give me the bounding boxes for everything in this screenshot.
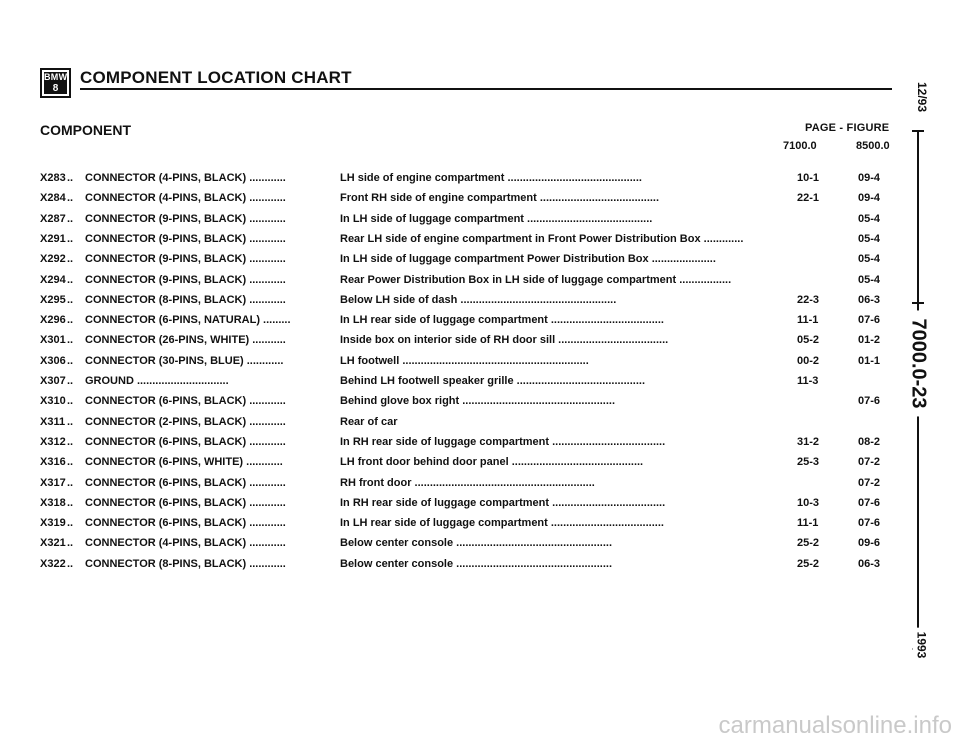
watermark: carmanualsonline.info bbox=[718, 712, 952, 739]
side-date: 12/93 bbox=[913, 78, 931, 116]
row-separator: .. bbox=[67, 192, 74, 205]
page-ref: 11-1 bbox=[797, 517, 819, 530]
figure-ref: 06-3 bbox=[858, 557, 881, 570]
component-code: X287 bbox=[40, 212, 66, 225]
figure-ref: 07-2 bbox=[858, 456, 881, 469]
component-name: CONNECTOR (8-PINS, BLACK) ............ bbox=[85, 557, 286, 570]
table-row bbox=[0, 414, 900, 431]
row-separator: .. bbox=[67, 557, 74, 570]
component-location: In LH rear side of luggage compartment ..................................... bbox=[340, 314, 664, 327]
table-row bbox=[0, 373, 900, 390]
component-code: X291 bbox=[40, 232, 66, 245]
figure-ref: 05-4 bbox=[858, 212, 881, 225]
row-separator: .. bbox=[67, 476, 74, 489]
row-separator: .. bbox=[67, 537, 74, 550]
component-name: CONNECTOR (30-PINS, BLUE) ............ bbox=[85, 354, 284, 367]
row-separator: .. bbox=[67, 354, 74, 367]
table-row bbox=[0, 272, 900, 289]
component-location: In RH rear side of luggage compartment ..................................... bbox=[340, 435, 666, 448]
table-row bbox=[0, 495, 900, 512]
page-title: COMPONENT LOCATION CHART bbox=[80, 68, 352, 87]
page-ref: 11-1 bbox=[797, 314, 819, 327]
page-ref: 31-2 bbox=[797, 435, 820, 448]
bmw-logo bbox=[40, 68, 71, 98]
row-separator: .. bbox=[67, 212, 74, 225]
component-code: X319 bbox=[40, 517, 66, 530]
component-code: X317 bbox=[40, 476, 66, 489]
page-ref: 10-3 bbox=[797, 496, 820, 509]
page-ref: 22-3 bbox=[797, 293, 820, 306]
component-name: CONNECTOR (8-PINS, BLACK) ............ bbox=[85, 293, 286, 306]
figure-ref: 05-4 bbox=[858, 273, 881, 286]
figure-ref: 09-6 bbox=[858, 537, 881, 550]
component-location: Rear Power Distribution Box in LH side of luggage compartment ................. bbox=[340, 273, 732, 286]
component-location: Inside box on interior side of RH door sill .................................... bbox=[340, 334, 669, 347]
component-code: X301 bbox=[40, 334, 66, 347]
component-code: X311 bbox=[40, 415, 66, 428]
component-name: CONNECTOR (6-PINS, WHITE) ............ bbox=[85, 456, 283, 469]
component-code: X284 bbox=[40, 192, 66, 205]
row-separator: .. bbox=[67, 496, 74, 509]
component-location: Below center console ................................................... bbox=[340, 537, 613, 550]
side-rule-tick bbox=[912, 302, 924, 304]
component-location: In LH side of luggage compartment Power Distribution Box ..................... bbox=[340, 253, 716, 266]
figure-ref: 09-4 bbox=[858, 172, 881, 184]
table-row bbox=[0, 393, 900, 410]
table-row bbox=[0, 211, 900, 228]
component-name: CONNECTOR (2-PINS, BLACK) ............ bbox=[85, 415, 286, 428]
page-ref: 25-2 bbox=[797, 557, 820, 570]
figure-ref: 05-4 bbox=[858, 232, 881, 245]
row-separator: .. bbox=[67, 456, 74, 469]
component-name: CONNECTOR (4-PINS, BLACK) ............ bbox=[85, 537, 286, 550]
row-separator: .. bbox=[67, 395, 74, 408]
component-location: Below center console ................................................... bbox=[340, 557, 613, 570]
component-code: X322 bbox=[40, 557, 66, 570]
figure-ref: 07-6 bbox=[858, 314, 881, 327]
figure-ref: 07-2 bbox=[858, 476, 881, 489]
component-location: Below LH side of dash ................................................... bbox=[340, 293, 617, 306]
figure-ref: 09-4 bbox=[858, 192, 881, 205]
component-code: X312 bbox=[40, 435, 66, 448]
component-location: LH front door behind door panel ........................................... bbox=[340, 456, 644, 469]
component-name: CONNECTOR (6-PINS, BLACK) ............ bbox=[85, 496, 286, 509]
table-row bbox=[0, 454, 900, 471]
table-row bbox=[0, 170, 900, 187]
row-separator: .. bbox=[67, 293, 74, 306]
page-ref: 05-2 bbox=[797, 334, 820, 347]
component-code: X310 bbox=[40, 395, 66, 408]
component-code: X283 bbox=[40, 172, 66, 184]
component-location: Front RH side of engine compartment ....................................... bbox=[340, 192, 660, 205]
row-separator: .. bbox=[67, 314, 74, 327]
component-name: CONNECTOR (6-PINS, BLACK) ............ bbox=[85, 395, 286, 408]
page-ref: 22-1 bbox=[797, 192, 820, 205]
component-name: CONNECTOR (6-PINS, NATURAL) ......... bbox=[85, 314, 291, 327]
row-separator: .. bbox=[67, 273, 74, 286]
component-code: X318 bbox=[40, 496, 66, 509]
side-page-id: 7000.0-23 bbox=[905, 310, 932, 416]
table-row bbox=[0, 231, 900, 248]
figure-ref: 07-6 bbox=[858, 517, 881, 530]
table-row bbox=[0, 312, 900, 329]
page-ref: 10-1 bbox=[797, 172, 820, 184]
component-code: X292 bbox=[40, 253, 66, 266]
table-row bbox=[0, 434, 900, 451]
row-separator: .. bbox=[67, 435, 74, 448]
row-separator: .. bbox=[67, 253, 74, 266]
page-ref: 25-2 bbox=[797, 537, 820, 550]
row-separator: .. bbox=[67, 232, 74, 245]
figure-ref: 05-4 bbox=[858, 253, 881, 266]
page-ref: 00-2 bbox=[797, 354, 820, 367]
table-row bbox=[0, 475, 900, 492]
row-separator: .. bbox=[67, 172, 74, 184]
component-name: CONNECTOR (4-PINS, BLACK) ............ bbox=[85, 192, 286, 205]
logo-number: 8 bbox=[44, 83, 67, 94]
figure-number-header: 8500.0 bbox=[856, 140, 890, 152]
component-name: CONNECTOR (26-PINS, WHITE) ........... bbox=[85, 334, 286, 347]
component-location: LH footwell ............................................................. bbox=[340, 354, 589, 367]
figure-ref: 01-2 bbox=[858, 334, 881, 347]
component-column-header: COMPONENT bbox=[40, 122, 131, 138]
component-code: X294 bbox=[40, 273, 66, 286]
component-name: CONNECTOR (4-PINS, BLACK) ............ bbox=[85, 172, 286, 184]
component-location: In LH rear side of luggage compartment ..................................... bbox=[340, 517, 664, 530]
table-row bbox=[0, 292, 900, 309]
row-separator: .. bbox=[67, 375, 74, 387]
table-row bbox=[0, 190, 900, 207]
component-name: CONNECTOR (6-PINS, BLACK) ............ bbox=[85, 476, 286, 489]
component-name: CONNECTOR (6-PINS, BLACK) ............ bbox=[85, 435, 286, 448]
component-code: X307 bbox=[40, 375, 66, 387]
side-year: 1993 bbox=[912, 628, 930, 663]
component-code: X306 bbox=[40, 354, 66, 367]
component-location: RH front door ........................................................... bbox=[340, 476, 595, 489]
component-location: Behind glove box right .................................................. bbox=[340, 395, 616, 408]
component-location: Behind LH footwell speaker grille .......................................... bbox=[340, 375, 646, 387]
component-name: CONNECTOR (9-PINS, BLACK) ............ bbox=[85, 212, 286, 225]
figure-ref: 01-1 bbox=[858, 354, 881, 367]
logo-brand: BMW bbox=[44, 72, 68, 82]
component-code: X316 bbox=[40, 456, 66, 469]
row-separator: .. bbox=[67, 415, 74, 428]
component-location: In RH rear side of luggage compartment ..................................... bbox=[340, 496, 666, 509]
title-rule bbox=[80, 88, 892, 90]
table-row bbox=[0, 251, 900, 268]
table-row bbox=[0, 332, 900, 349]
component-name: GROUND .............................. bbox=[85, 375, 229, 387]
row-separator: .. bbox=[67, 334, 74, 347]
figure-ref: 08-2 bbox=[858, 435, 881, 448]
component-location: In LH side of luggage compartment ......................................... bbox=[340, 212, 653, 225]
component-code: X295 bbox=[40, 293, 66, 306]
figure-ref: 07-6 bbox=[858, 496, 881, 509]
component-name: CONNECTOR (6-PINS, BLACK) ............ bbox=[85, 517, 286, 530]
component-name: CONNECTOR (9-PINS, BLACK) ............ bbox=[85, 232, 286, 245]
figure-ref: 07-6 bbox=[858, 395, 881, 408]
component-code: X321 bbox=[40, 537, 66, 550]
component-location: Rear LH side of engine compartment in Front Power Distribution Box ............. bbox=[340, 232, 744, 245]
figure-ref: 06-3 bbox=[858, 293, 881, 306]
table-row bbox=[0, 353, 900, 370]
component-name: CONNECTOR (9-PINS, BLACK) ............ bbox=[85, 273, 286, 286]
table-row bbox=[0, 515, 900, 532]
page-ref: 11-3 bbox=[797, 375, 819, 387]
component-code: X296 bbox=[40, 314, 66, 327]
component-location: Rear of car bbox=[340, 415, 398, 428]
component-location: LH side of engine compartment ............................................ bbox=[340, 172, 642, 184]
table-row bbox=[0, 535, 900, 552]
page-number-header: 7100.0 bbox=[783, 140, 817, 152]
page-figure-column-header: PAGE - FIGURE bbox=[805, 122, 890, 134]
row-separator: .. bbox=[67, 517, 74, 530]
side-rule-tick bbox=[912, 130, 924, 132]
table-row bbox=[0, 556, 900, 573]
component-name: CONNECTOR (9-PINS, BLACK) ............ bbox=[85, 253, 286, 266]
page-ref: 25-3 bbox=[797, 456, 820, 469]
